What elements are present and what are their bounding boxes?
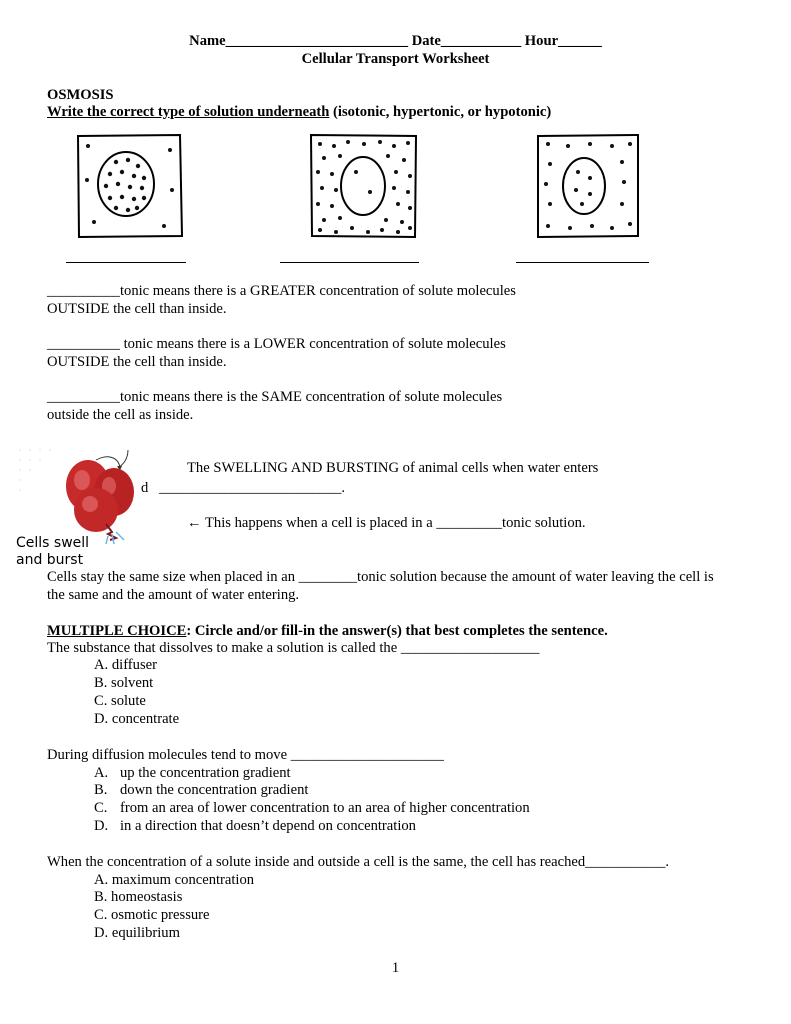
cell-diagram-1 bbox=[74, 132, 186, 240]
option-text: up the concentration gradient bbox=[120, 765, 291, 781]
question-1-option-b[interactable]: B. solvent bbox=[94, 675, 154, 691]
mc-heading-rest: : Circle and/or fill-in the answer(s) that best completes the sentence. bbox=[186, 623, 608, 639]
definition-2-line2: OUTSIDE the cell than inside. bbox=[47, 354, 227, 370]
osmosis-heading: OSMOSIS bbox=[47, 87, 114, 103]
question-2-option-d[interactable] bbox=[94, 818, 416, 835]
answer-line-2[interactable] bbox=[280, 262, 419, 263]
option-letter: A. bbox=[94, 765, 109, 781]
definition-1-line2: OUTSIDE the cell than inside. bbox=[47, 301, 227, 317]
definition-1-line1: __________tonic means there is a GREATER concentration of solute molecules bbox=[47, 283, 516, 299]
question-1-stem: The substance that dissolves to make a solution is called the ___________________ bbox=[47, 640, 540, 656]
question-2-option-c[interactable] bbox=[94, 800, 530, 817]
page-number: 1 bbox=[391, 960, 400, 976]
question-3-stem: When the concentration of a solute inside and outside a cell is the same, the cell has reached___________. bbox=[47, 854, 670, 870]
question-3-option-d[interactable]: D. equilibrium bbox=[94, 925, 180, 941]
question-3-option-b[interactable]: B. homeostasis bbox=[94, 889, 183, 905]
swelling-line1: The SWELLING AND BURSTING of animal cells when water enters bbox=[187, 460, 599, 476]
question-1-option-a[interactable]: A. diffuser bbox=[94, 657, 157, 673]
mc-heading-underlined: MULTIPLE CHOICE bbox=[47, 623, 187, 639]
option-text: down the concentration gradient bbox=[120, 782, 309, 798]
multiple-choice-heading bbox=[47, 623, 608, 640]
osmosis-instruction bbox=[47, 104, 551, 121]
option-text: in a direction that doesn’t depend on concentration bbox=[120, 818, 416, 834]
question-2-stem: During diffusion molecules tend to move _____________________ bbox=[47, 747, 444, 763]
option-letter: D. bbox=[94, 818, 109, 834]
question-2-option-b[interactable] bbox=[94, 782, 308, 799]
same-size-line2: the same and the amount of water entering. bbox=[47, 587, 300, 603]
cell-diagram-3 bbox=[534, 132, 642, 240]
answer-line-3[interactable] bbox=[516, 262, 649, 263]
definition-3-line1: __________tonic means there is the SAME concentration of solute molecules bbox=[47, 389, 503, 405]
swelling-caption-line1: Cells swell bbox=[16, 535, 90, 551]
swelling-arrow-line bbox=[187, 515, 586, 532]
swelling-line2: _________________________. bbox=[159, 480, 346, 496]
swelling-line2-prefix: d bbox=[141, 480, 149, 496]
option-text: from an area of lower concentration to an area of higher concentration bbox=[120, 800, 530, 816]
swelling-caption-line2: and burst bbox=[16, 552, 84, 568]
question-2-option-a[interactable] bbox=[94, 765, 291, 782]
cell-membrane-3 bbox=[563, 158, 605, 214]
option-letter: C. bbox=[94, 800, 108, 816]
instruction-rest: (isotonic, hypertonic, or hypotonic) bbox=[329, 104, 552, 120]
swelling-arrow-text: This happens when a cell is placed in a _________tonic solution. bbox=[204, 515, 586, 531]
question-1-option-c[interactable]: C. solute bbox=[94, 693, 146, 709]
page-title: Cellular Transport Worksheet bbox=[301, 51, 490, 67]
cell-membrane-2 bbox=[341, 157, 385, 215]
question-1-option-d[interactable]: D. concentrate bbox=[94, 711, 180, 727]
header-line: Name_________________________ Date___________ Hour______ bbox=[189, 33, 602, 49]
answer-line-1[interactable] bbox=[66, 262, 186, 263]
instruction-underlined: Write the correct type of solution underneath bbox=[47, 104, 330, 120]
same-size-line1: Cells stay the same size when placed in an ________tonic solution because the amount of water leaving the cell is bbox=[47, 569, 714, 585]
question-3-option-a[interactable]: A. maximum concentration bbox=[94, 872, 255, 888]
cell-diagram-2 bbox=[308, 132, 420, 240]
left-arrow-icon: ← bbox=[187, 515, 202, 531]
definition-2-line1: __________ tonic means there is a LOWER concentration of solute molecules bbox=[47, 336, 506, 352]
question-3-option-c[interactable]: C. osmotic pressure bbox=[94, 907, 210, 923]
option-letter: B. bbox=[94, 782, 108, 798]
definition-3-line2: outside the cell as inside. bbox=[47, 407, 194, 423]
